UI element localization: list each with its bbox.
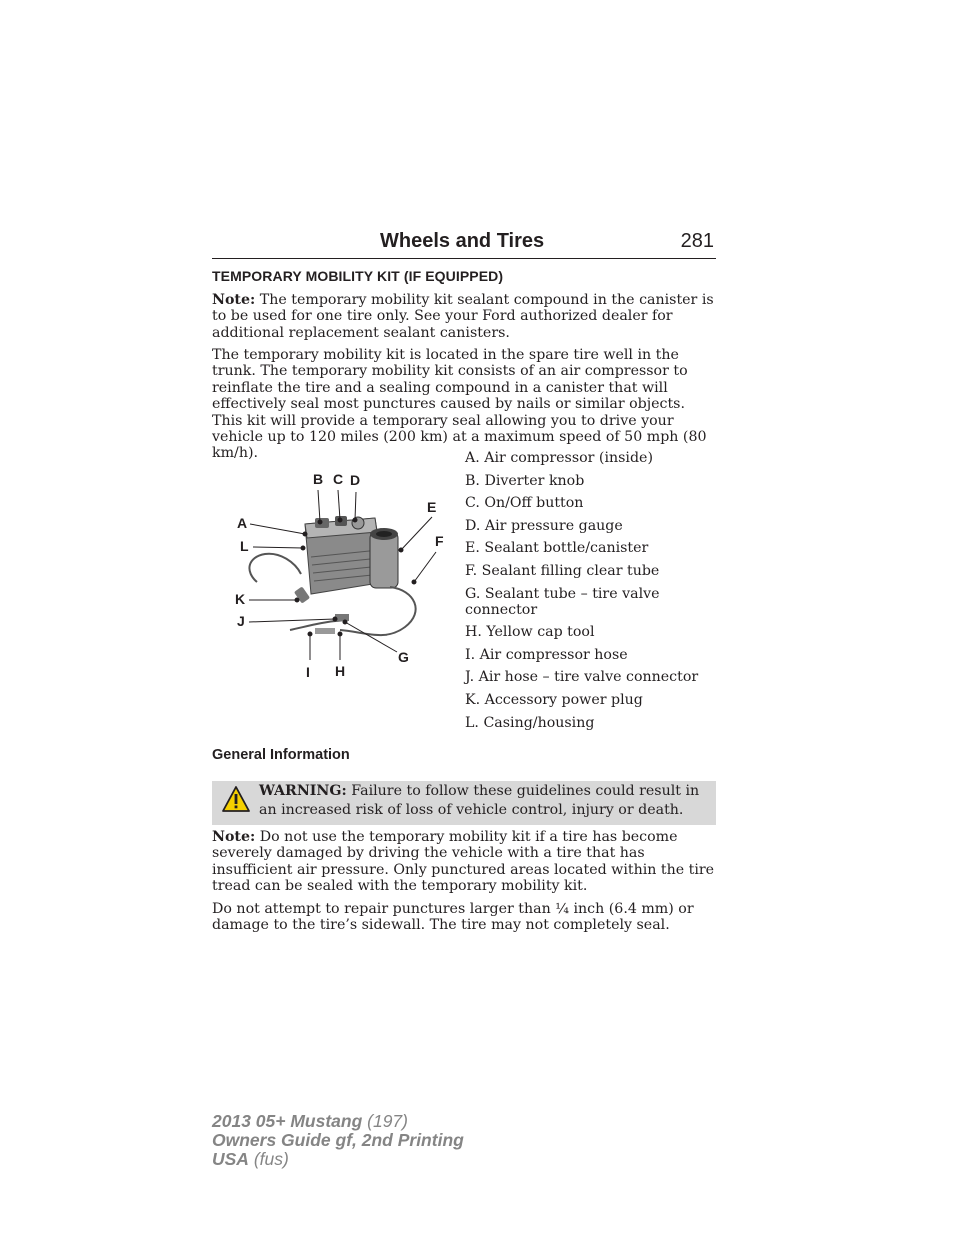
warning-text [259,782,709,820]
diagram-legend [465,450,725,737]
legend-item: H. Yellow cap tool [465,624,595,641]
mobility-kit-diagram [225,462,460,687]
diagram-label-l: L [240,538,249,554]
diagram-label-j: J [237,613,245,629]
warning-body: Failure to follow these guidelines could result in an increased risk of loss of vehicle control, injury or death. [259,783,700,818]
puncture-size-paragraph: Do not attempt to repair punctures larger than ¼ inch (6.4 mm) or damage to the tire’s sidewall. The tire may not completely seal. [212,901,694,934]
legend-item: G. Sealant tube – tire valve connector [465,585,660,618]
diagram-label-h: H [335,663,346,679]
legend-item: A. Air compressor (inside) [465,450,653,466]
footer-model-code: (197) [362,1111,408,1131]
diagram-label-c: C [333,471,344,487]
footer-market-code: (fus) [248,1149,289,1169]
diagram-label-d: D [350,472,361,488]
page-header [212,228,716,259]
subsection-title: General Information [212,747,350,763]
legend-item: K. Accessory power plug [465,691,643,708]
legend-item: C. On/Off button [465,495,584,512]
diagram-label-i: I [306,664,310,680]
legend-item: L. Casing/housing [465,714,595,731]
kit-description-paragraph: The temporary mobility kit is located in the spare tire well in the trunk. The temporary mobility kit consists of an air compressor to reinflate the tire and a sealing compound in a canister that will effectively seal most punctures caused by nails or similar objects. This kit will provide a temporary seal allowing you to drive your vehicle up to 120 miles (200 km) at a maximum speed of 50 mph (80 km/h). [212,347,707,462]
note-severe-damage [212,829,716,895]
footer-model: 2013 05+ Mustang [212,1111,363,1131]
legend-item: E. Sealant bottle/canister [465,540,649,557]
note-text: The temporary mobility kit sealant compound in the canister is to be used for one tire only. See your Ford authorized dealer for additional replacement sealant canisters. [212,292,714,341]
note-label: Note: [212,829,256,845]
diagram-label-b: B [313,471,324,487]
legend-item: B. Diverter knob [465,472,585,489]
chapter-title: Wheels and Tires [380,230,545,252]
diagram-label-e: E [427,499,437,515]
page-number: 281 [680,230,714,252]
note-text: Do not use the temporary mobility kit if a tire has become severely damaged by driving the vehicle with a tire that has insufficient air pressure. Only punctured areas located within the tire tread can be sealed with the temporary mobility kit. [212,829,715,895]
footer-market: USA [212,1149,249,1169]
note-sealant-single-use [212,292,716,341]
legend-item: D. Air pressure gauge [465,517,623,534]
diagram-label-k: K [235,591,246,607]
document-footer [212,1112,464,1169]
note-label: Note: [212,292,256,308]
legend-item: I. Air compressor hose [465,646,628,663]
warning-label: WARNING: [259,783,347,799]
diagram-label-g: G [398,649,409,665]
warning-box [212,781,716,825]
diagram-label-a: A [237,515,248,531]
legend-item: J. Air hose – tire valve connector [465,669,699,686]
diagram-label-f: F [435,533,444,549]
footer-guide: Owners Guide gf, 2nd Printing [212,1130,464,1150]
legend-item: F. Sealant filling clear tube [465,562,660,579]
section-title: TEMPORARY MOBILITY KIT (IF EQUIPPED) [212,268,504,284]
compressor-illustration [249,516,415,635]
warning-triangle-icon [221,785,251,813]
